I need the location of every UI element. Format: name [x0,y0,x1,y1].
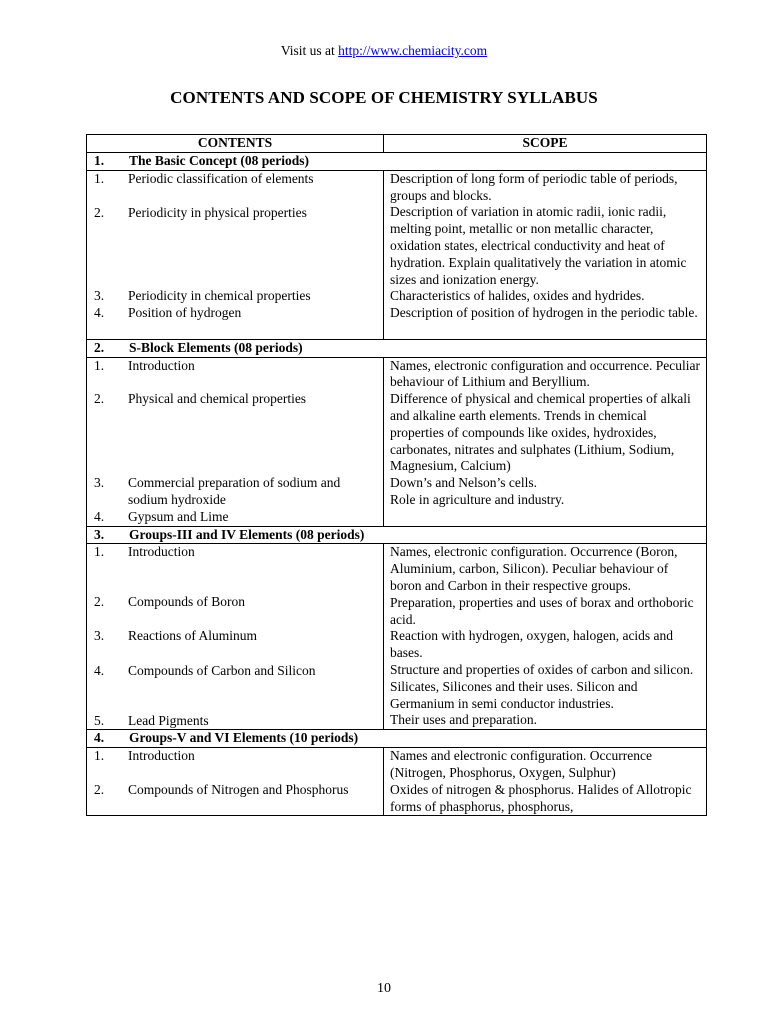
item-topic: Compounds of Boron [128,594,246,610]
item-scope: Description of long form of periodic table of periods, groups and blocks. [390,170,678,203]
item-scope: Description of position of hydrogen in the periodic table. [390,305,698,321]
content-item [87,205,383,222]
item-number: 3. [94,288,105,304]
item-scope: Down’s and Nelson’s cells. [390,475,537,491]
item-number: 1. [94,544,105,560]
section-body-row [87,357,707,526]
item-topic: Commercial preparation of sodium and sodium hydroxide [128,475,341,507]
item-number: 4. [94,305,105,321]
section-heading [87,730,707,748]
section-heading-row [87,339,707,357]
item-scope: Difference of physical and chemical properties of alkali and alkaline earth elements. Trends in chemical properties of compounds like oxides, hydroxides, carbonates, nitrates and sulphates (Lithium, Sodium, Magnesium, Calcium) [390,391,691,474]
content-item [87,305,383,322]
syllabus-table [86,134,707,816]
section-body-row [87,544,707,730]
item-topic: Compounds of Carbon and Silicon [128,662,316,678]
content-item [87,748,383,765]
content-item [87,544,383,561]
section-heading [87,339,707,357]
column-header-contents: CONTENTS [87,135,384,153]
table-header-row [87,135,707,153]
section-number: 4. [94,730,105,746]
website-link[interactable]: http://www.chemiacity.com [338,43,488,58]
section-title: Groups-III and IV Elements (08 periods) [129,526,365,542]
section-body-row [87,170,707,339]
content-item [87,594,383,611]
item-scope: Characteristics of halides, oxides and hydrides. [390,288,645,304]
item-scope: Preparation, properties and uses of borax and orthoboric acid. [390,594,694,627]
item-topic: Introduction [128,544,195,560]
content-item [87,358,383,375]
item-scope: Oxides of nitrogen & phosphorus. Halides of Allotropic forms of phasphorus, phosphorus, [390,781,692,814]
item-scope: Names and electronic configuration. Occurrence (Nitrogen, Phosphorus, Oxygen, Sulphur) [390,748,652,780]
item-topic: Physical and chemical properties [128,391,307,407]
item-topic: Introduction [128,357,195,373]
item-topic: Position of hydrogen [128,305,242,321]
item-number: 2. [94,594,105,610]
page-number: 10 [377,981,391,996]
item-scope: Structure and properties of oxides of carbon and silicon. Silicates, Silicones and their uses. Silicon and Germanium in semi conductor industries. [390,661,694,711]
spacer [87,322,383,339]
item-number: 1. [94,170,105,186]
contents-cell [87,748,384,816]
item-number: 2. [94,781,105,797]
item-topic: Periodic classification of elements [128,170,314,186]
item-scope: Names, electronic configuration. Occurrence (Boron, Aluminium, carbon, Silicon). Peculiar behaviour of boron and Carbon in their respective groups. [390,544,678,593]
header-prefix: Visit us at [280,43,339,58]
item-topic: Periodicity in chemical properties [128,288,311,304]
item-number: 3. [94,475,105,491]
item-number: 1. [94,748,105,764]
content-item [87,509,383,526]
page-title: CONTENTS AND SCOPE OF CHEMISTRY SYLLABUS [170,88,598,107]
section-number: 1. [94,153,105,168]
content-item [87,171,383,188]
item-number: 5. [94,712,105,728]
section-heading [87,526,707,544]
page-header [0,43,768,59]
item-number: 4. [94,662,105,678]
item-scope: Reaction with hydrogen, oxygen, halogen, acids and bases. [390,628,674,661]
item-number: 1. [94,357,105,373]
scope-cell [384,170,707,339]
content-item [87,628,383,645]
content-item [87,391,383,408]
scope-cell [384,357,707,526]
content-item [87,713,383,730]
contents-cell [87,357,384,526]
item-scope: Names, electronic configuration and occurrence. Peculiar behaviour of Lithium and Beryllium. [390,357,700,390]
item-scope: Role in agriculture and industry. [390,491,565,507]
section-title: S-Block Elements (08 periods) [129,339,303,355]
item-number: 4. [94,508,105,524]
section-number: 2. [94,339,105,355]
contents-cell [87,170,384,339]
content-item [87,663,383,680]
content-item [87,475,383,509]
item-topic: Reactions of Aluminum [128,627,257,643]
item-topic: Lead Pigments [128,712,209,728]
section-heading-row [87,153,707,171]
section-heading-row [87,526,707,544]
section-title: The Basic Concept (08 periods) [129,153,309,168]
contents-cell [87,544,384,730]
scope-cell [384,748,707,816]
item-scope: Description of variation in atomic radii, ionic radii, melting point, metallic or non metallic character, oxidation states, electrical conductivity and heat of hydration. Explain qualitatively the variation in atomic sizes and ionization energy. [390,204,687,287]
item-topic: Periodicity in physical properties [128,204,307,220]
item-number: 2. [94,204,105,220]
scope-cell [384,544,707,730]
item-scope: Their uses and preparation. [390,712,537,728]
section-heading-row [87,730,707,748]
item-number: 2. [94,391,105,407]
item-number: 3. [94,627,105,643]
section-heading [87,153,707,171]
section-title: Groups-V and VI Elements (10 periods) [129,730,359,746]
content-item [87,782,383,799]
item-topic: Gypsum and Lime [128,508,229,524]
section-number: 3. [94,526,105,542]
item-topic: Introduction [128,748,195,764]
content-item [87,288,383,305]
item-topic: Compounds of Nitrogen and Phosphorus [128,781,349,797]
section-body-row [87,748,707,816]
column-header-scope: SCOPE [384,135,707,153]
